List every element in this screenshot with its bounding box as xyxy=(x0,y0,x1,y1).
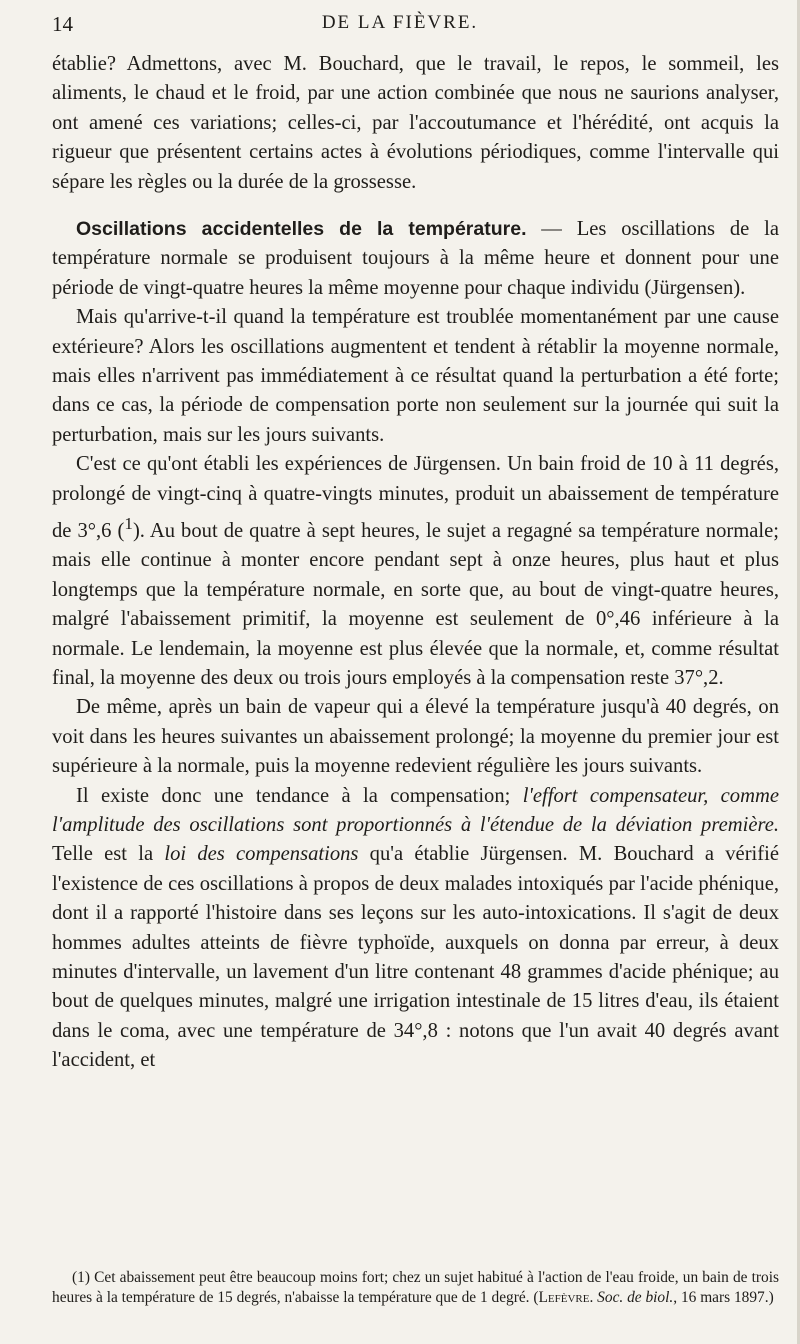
paragraph: De même, après un bain de vapeur qui a élevé la température jusqu'à 40 degrés, on voit dans les heures suivantes un abaissement prolongé; la moyenne du premier jour est supérieure à la normale, puis la moyenne redevient régulière les jours suivants. xyxy=(52,696,779,778)
footnote-ref: 1 xyxy=(124,514,133,534)
italic-law-statement: l'effort compensateur, comme l'amplitude des oscillations sont proportionnés à l'étendue de la déviation première. xyxy=(52,784,779,837)
running-title: DE LA FIÈVRE. xyxy=(321,12,479,33)
paragraph-continuation: établie? Admettons, avec M. Bouchard, que le travail, le repos, le sommeil, les aliments, le chaud et le froid, par une action combinée que nous ne saurions analyser, ont amené ces variations; celles-ci, par l'accoutumance et l'hérédité, ont acquis la rigueur que présentent certains actes à évolutions périodiques, comme l'intervalle qui sépare les règles ou la durée de la grossesse. xyxy=(52,53,779,193)
page-header xyxy=(52,12,748,36)
footnotes xyxy=(52,1268,779,1308)
section-heading: Oscillations accidentelles de la température. xyxy=(76,218,527,241)
italic-law-name: loi des compensations xyxy=(164,843,359,866)
paragraph: Il existe donc une tendance à la compensation; l'effort compensateur, comme l'amplitude des oscillations sont proportionnés à l'étendue de la déviation première. Telle est la loi des compensations qu'a établie Jürgensen. M. Bouchard a vérifié l'existence de ces oscillations à propos de deux malades intoxiqués par l'acide phénique, dont il a rapporté l'histoire dans ses leçons sur les auto-intoxications. Il s'agit de deux hommes adultes atteints de fièvre typhoïde, auxquels on donna par erreur, à deux minutes d'intervalle, un lavement d'un litre contenant 48 grammes d'acide phénique; au bout de quelques minutes, malgré une irrigation intestinale de 15 litres d'eau, ils étaient dans le coma, avec une température de 34°,8 : notons que l'un avait 40 degrés avant l'accident, et xyxy=(52,784,779,1072)
paragraph: Mais qu'arrive-t-il quand la température est troublée momentanément par une cause extérieure? Alors les oscillations augmentent et tendent à rétablir la moyenne normale, mais elles n'arrivent pas immédiatement à ce résultat quand la perturbation a été forte; dans ce cas, la période de compensation porte non seulement sur la journée qui suit la perturbation, mais sur les jours suivants. xyxy=(52,306,779,446)
body-text xyxy=(52,50,779,1076)
section-heading-text: — Les oscillations de la température normale se produisent toujours à la même heure et donnent pour une période de vingt-quatre heures la même moyenne pour chaque individu (Jürgensen). xyxy=(52,218,779,299)
section-spacer xyxy=(52,197,779,215)
page-number: 14 xyxy=(52,12,73,36)
footnote-journal: Soc. de biol. xyxy=(597,1289,674,1306)
paragraph: C'est ce qu'ont établi les expériences de Jürgensen. Un bain froid de 10 à 11 degrés, prolongé de vingt-cinq à quatre-vingts minutes, produit un abaissement de température de 3°,6 ($^1$). Au bout de quatre à sept heures, le sujet a regagné sa température normale; mais elle continue à monter encore pendant sept à onze heures, plus haut et plus longtemps que la température normale, en sorte que, au bout de vingt-quatre heures, malgré l'abaissement primitif, la moyenne est seulement de 0°,46 inférieure à la normale. Le lendemain, la moyenne est plus élevée que la normale, et, comme résultat final, la moyenne des deux ou trois jours employés à la compensation reste 37°,2. xyxy=(52,453,779,689)
footnote-marker: (1) xyxy=(72,1269,90,1286)
footnote: (1) Cet abaissement peut être beaucoup moins fort; chez un sujet habitué à l'action de l'eau froide, un bain de trois heures à la température de 15 degrés, n'abaisse la température que de 1 degré. (Lefèvre. Soc. de biol., 16 mars 1897.) xyxy=(52,1269,779,1306)
footnote-author: Lefèvre xyxy=(538,1289,590,1306)
section-paragraph xyxy=(52,215,779,303)
